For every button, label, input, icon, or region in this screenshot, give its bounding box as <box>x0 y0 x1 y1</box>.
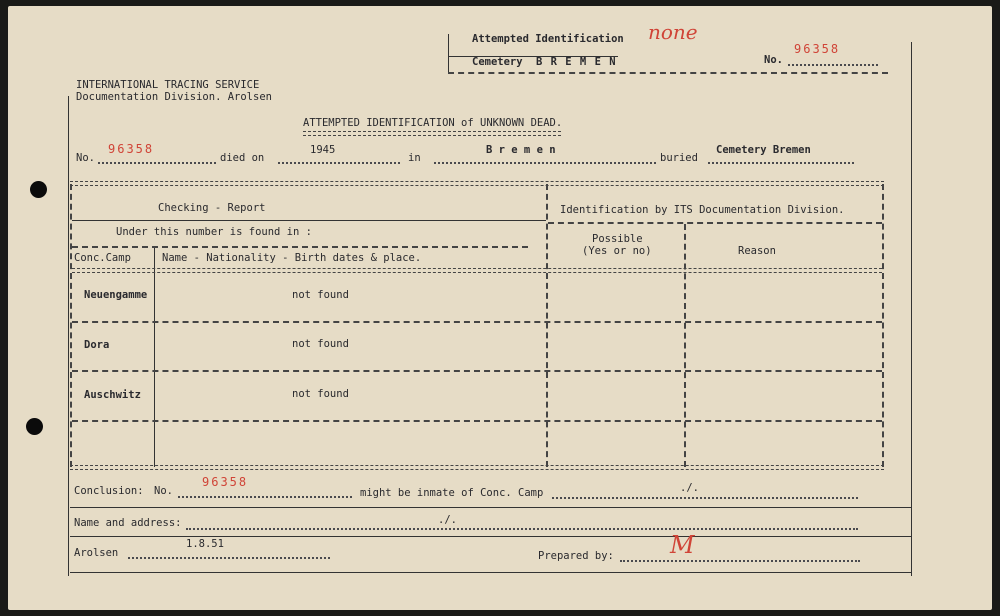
buried-value: Cemetery Bremen <box>716 144 811 156</box>
checking-report-header: Checking - Report <box>158 202 266 214</box>
in-value: B r e m e n <box>486 144 556 156</box>
col-possible: Possible <box>592 233 643 245</box>
inmate-label: might be inmate of Conc. Camp <box>360 487 544 499</box>
ident-header-line <box>548 222 882 224</box>
name-address-value: ./. <box>438 514 457 526</box>
card-left-border <box>68 96 69 576</box>
died-on-label: died on <box>220 152 265 164</box>
footer-date: 1.8.51 <box>186 538 224 550</box>
card-right-border <box>911 42 912 576</box>
in-dots <box>434 162 656 164</box>
identification-header: Identification by ITS Documentation Division. <box>560 204 845 216</box>
row-camp: Dora <box>84 339 110 351</box>
checking-header-line <box>72 220 546 221</box>
possible-reason-divider <box>684 224 686 467</box>
table-bottom-border <box>70 465 884 470</box>
prepared-by-dots <box>620 560 860 562</box>
its-record-card <box>8 6 992 610</box>
attempted-identification-label: Attempted Identification <box>472 33 624 45</box>
top-cemetery-label: Cemetery <box>472 56 523 68</box>
table-right-border <box>882 184 884 467</box>
footer-place: Arolsen <box>74 547 119 559</box>
row-separator <box>72 370 882 372</box>
punch-hole-bottom <box>26 418 43 435</box>
org-line-2: Documentation Division. Arolsen <box>76 91 272 103</box>
top-no-label: No. <box>764 54 783 66</box>
conclusion-no-label: No. <box>154 485 173 497</box>
died-on-dots <box>278 162 400 164</box>
prepared-by-label: Prepared by: <box>538 550 614 562</box>
buried-label: buried <box>660 152 698 164</box>
column-header-line <box>72 268 882 273</box>
died-on-value: 1945 <box>310 144 336 156</box>
inmate-dots <box>552 497 858 499</box>
top-cemetery-value: B R E M E N <box>536 56 617 68</box>
row-camp: Auschwitz <box>84 389 141 401</box>
record-no-dots <box>98 162 216 164</box>
org-line-1: INTERNATIONAL TRACING SERVICE <box>76 79 260 91</box>
record-no-label: No. <box>76 152 95 164</box>
record-no-value: 96358 <box>108 142 155 156</box>
name-address-dots <box>186 528 858 530</box>
prepared-by-initial: M <box>670 531 695 559</box>
name-address-label: Name and address: <box>74 517 182 529</box>
conclusion-no-dots <box>178 496 352 498</box>
row-separator <box>72 321 882 323</box>
row-result: not found <box>292 388 349 400</box>
top-box-bottom-border <box>448 72 888 74</box>
under-number-label: Under this number is found in : <box>116 226 312 238</box>
top-no-dots <box>788 64 878 66</box>
table-top-border <box>70 181 884 186</box>
footer-date-dots <box>128 557 330 559</box>
in-label: in <box>408 152 421 164</box>
handwritten-none: none <box>648 20 698 44</box>
punch-hole-top <box>30 181 47 198</box>
row-camp: Neuengamme <box>84 289 148 301</box>
row-separator <box>72 420 882 422</box>
under-number-line <box>72 246 528 248</box>
footer-rule <box>70 572 912 573</box>
conclusion-no-value: 96358 <box>202 475 249 489</box>
conclusion-rule <box>70 507 912 508</box>
top-box-left-border <box>448 34 449 74</box>
inmate-value: ./. <box>680 482 699 494</box>
top-no-value: 96358 <box>794 42 841 56</box>
col-reason: Reason <box>738 245 776 257</box>
col-name-details: Name - Nationality - Birth dates & place. <box>162 252 422 264</box>
camp-name-divider <box>154 248 155 467</box>
row-result: not found <box>292 338 349 350</box>
conclusion-label: Conclusion: <box>74 485 144 497</box>
table-left-border <box>70 184 72 467</box>
row-result: not found <box>292 289 349 301</box>
section-divider <box>546 184 548 467</box>
document-title: ATTEMPTED IDENTIFICATION of UNKNOWN DEAD. <box>303 117 563 129</box>
buried-dots <box>708 162 854 164</box>
col-possible-yes-no: (Yes or no) <box>582 245 652 257</box>
col-conc-camp: Conc.Camp <box>74 252 131 264</box>
name-address-rule <box>70 536 912 537</box>
title-underline <box>303 131 561 136</box>
